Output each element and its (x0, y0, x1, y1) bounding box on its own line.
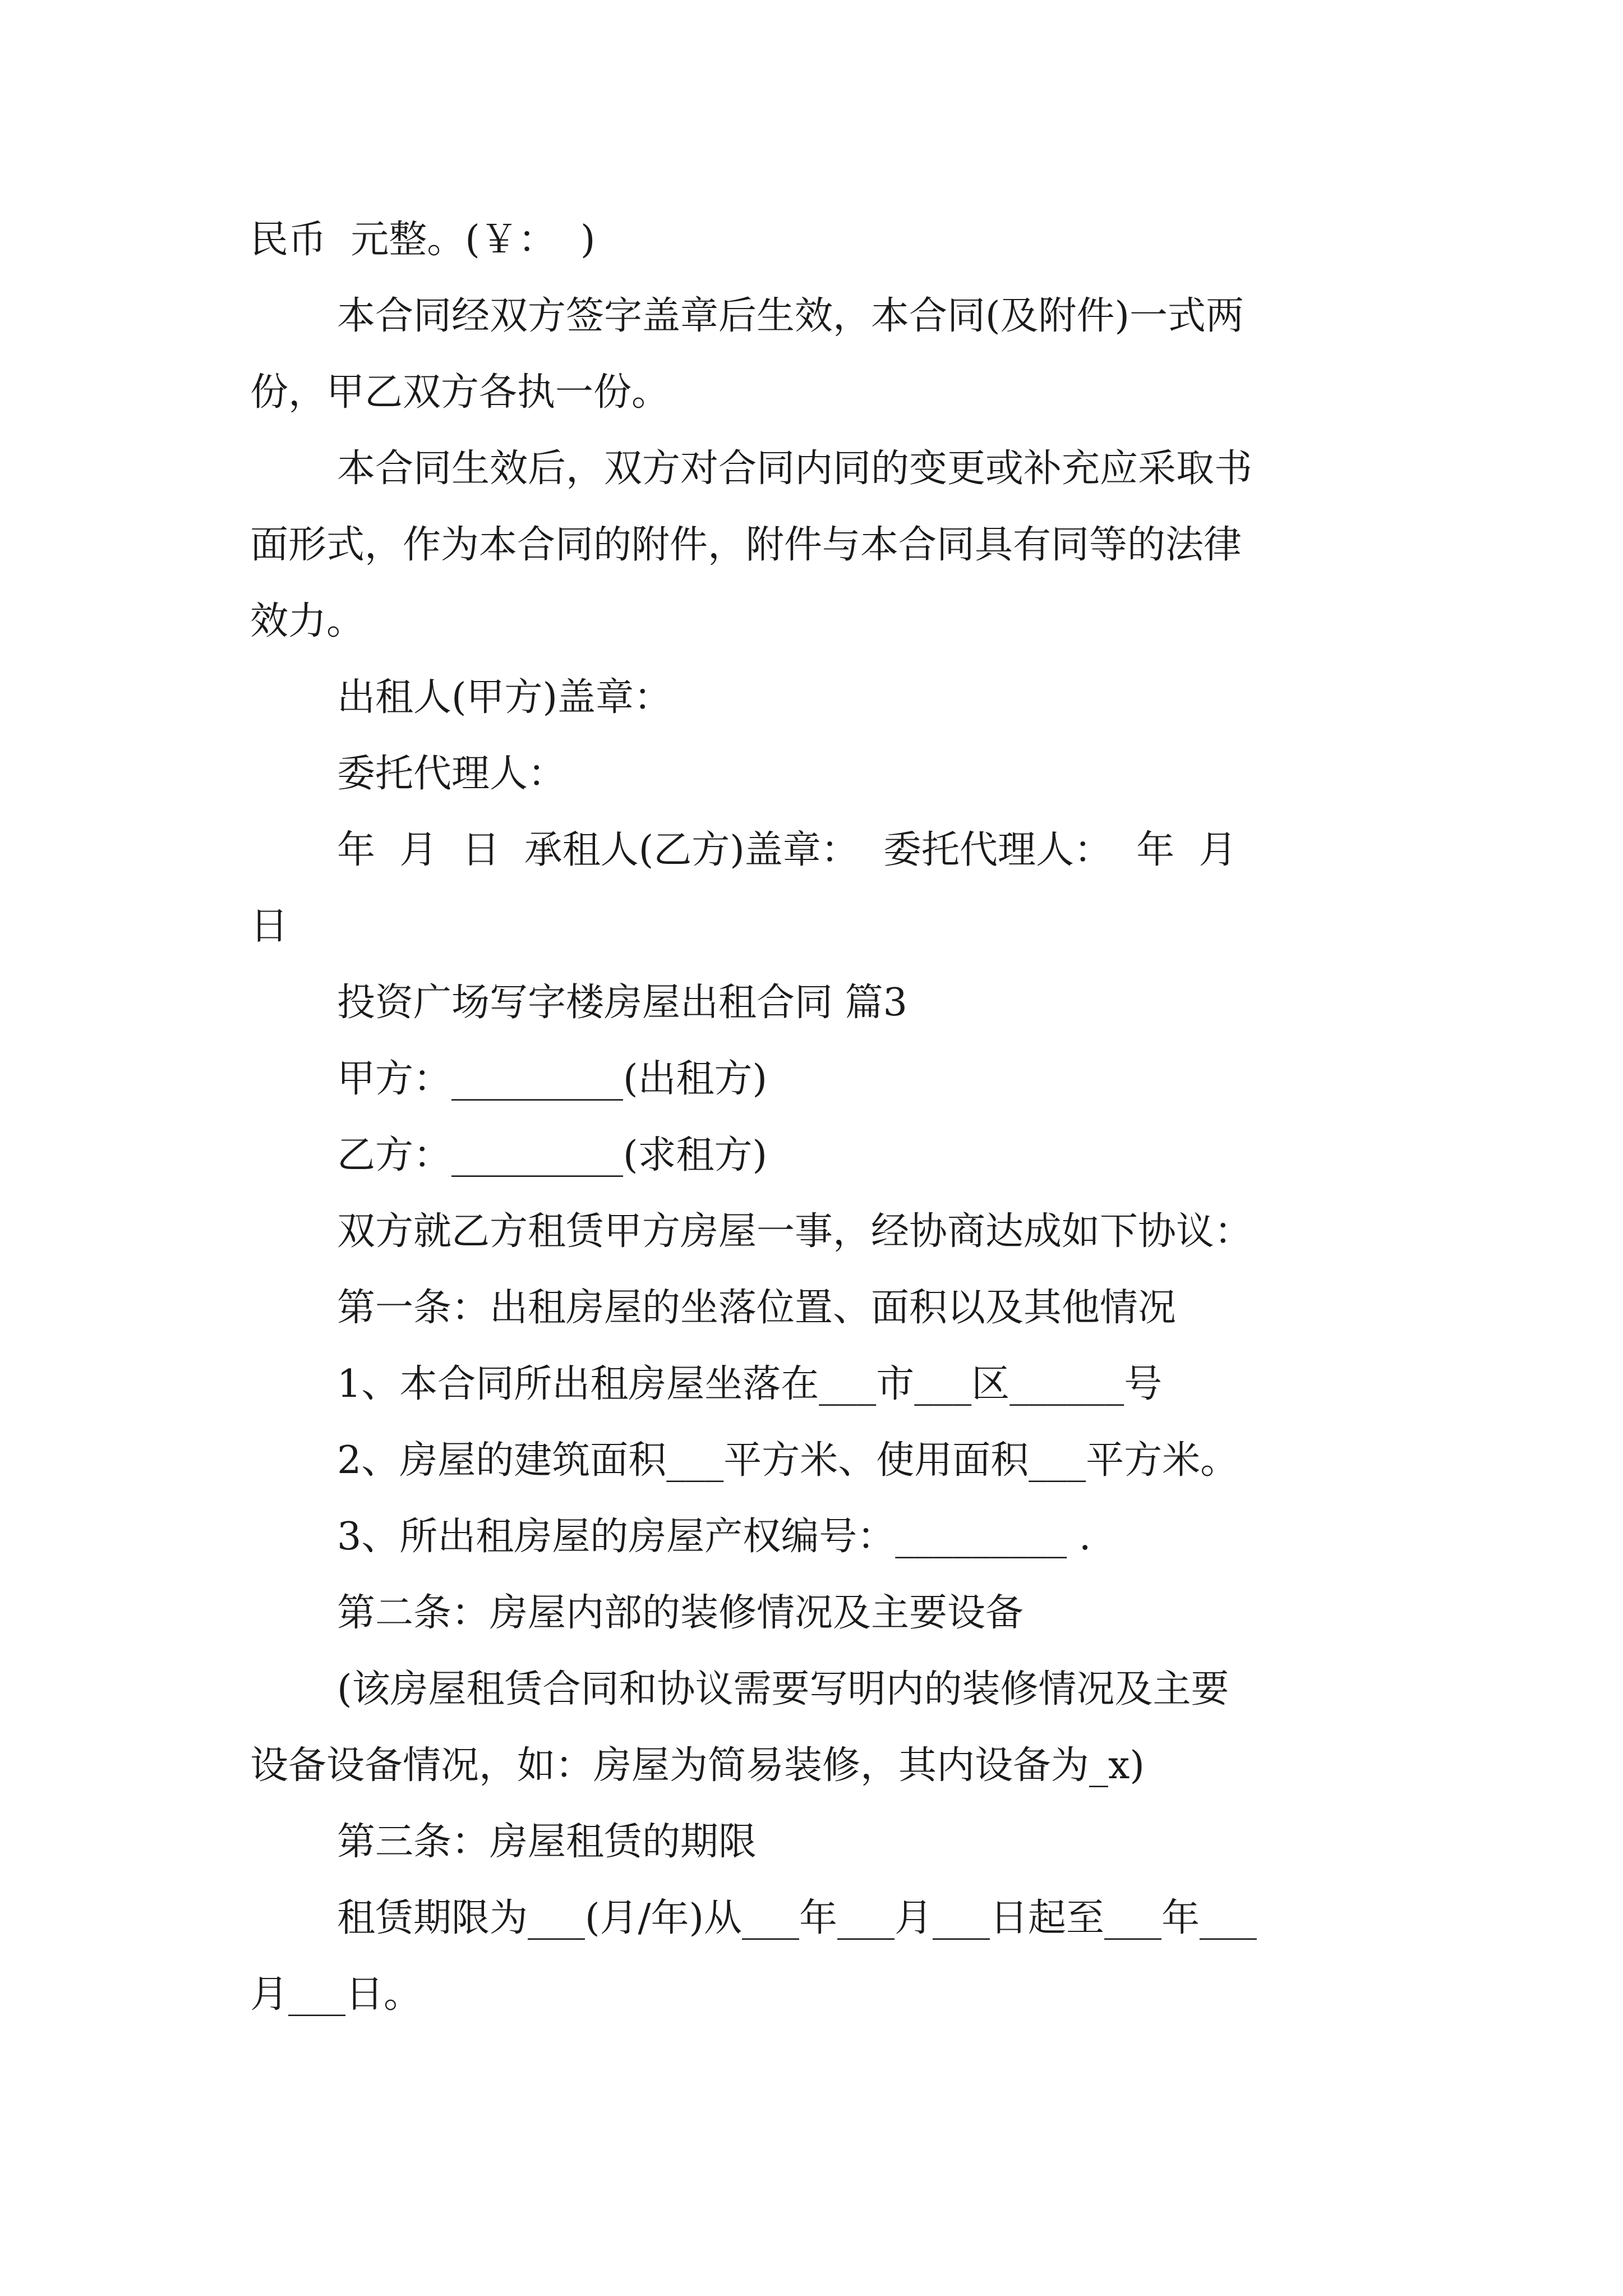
article-1-heading: 第一条：出租房屋的坐落位置、面积以及其他情况 (337, 1286, 1177, 1330)
text-line-10: 日 (250, 904, 289, 949)
party-a-line: 甲方：_________(出租方) (337, 1057, 768, 1101)
text-line-2: 本合同经双方签字盖章后生效，本合同(及附件)一式两 (337, 294, 1244, 338)
article-3-heading: 第三条：房屋租赁的期限 (337, 1820, 757, 1864)
text-line-3: 份，甲乙双方各执一份。 (250, 370, 670, 415)
article-1-item-1: 1、本合同所出租房屋坐落在___市___区______号 (337, 1362, 1163, 1406)
party-b-line: 乙方：_________(求租方) (337, 1133, 768, 1177)
lease-term-line-2: 月___日。 (250, 1972, 422, 2017)
text-line-6: 效力。 (250, 599, 365, 643)
article-1-item-2: 2、房屋的建筑面积___平方米、使用面积___平方米。 (337, 1438, 1239, 1483)
contract-text (250, 202, 1394, 2033)
article-2-note-2: 设备设备情况，如：房屋为简易装修，其内设备为_x) (250, 1743, 1145, 1788)
article-1-item-3: 3、所出租房屋的房屋产权编号：_________ . (337, 1515, 1091, 1559)
agent-line: 委托代理人： (337, 752, 566, 796)
text-line-4: 本合同生效后，双方对合同内同的变更或补充应采取书 (337, 447, 1253, 491)
text-line-5: 面形式，作为本合同的附件，附件与本合同具有同等的法律 (250, 523, 1242, 567)
text-line-1: 民币 元整。(￥： ) (250, 218, 596, 262)
article-2-heading: 第二条：房屋内部的装修情况及主要设备 (337, 1591, 1024, 1635)
agreement-intro: 双方就乙方租赁甲方房屋一事，经协商达成如下协议： (337, 1209, 1253, 1254)
section-title: 投资广场写字楼房屋出租合同 篇3 (337, 981, 907, 1025)
date-lessee-line: 年 月 日 承租人(乙方)盖章： 委托代理人： 年 月 (337, 828, 1237, 872)
lessor-seal-line: 出租人(甲方)盖章： (337, 675, 672, 720)
lease-term-line-1: 租赁期限为___(月/年)从___年___月___日起至___年___ (337, 1896, 1257, 1940)
article-2-note-1: (该房屋租赁合同和协议需要写明内的装修情况及主要 (337, 1667, 1229, 1711)
